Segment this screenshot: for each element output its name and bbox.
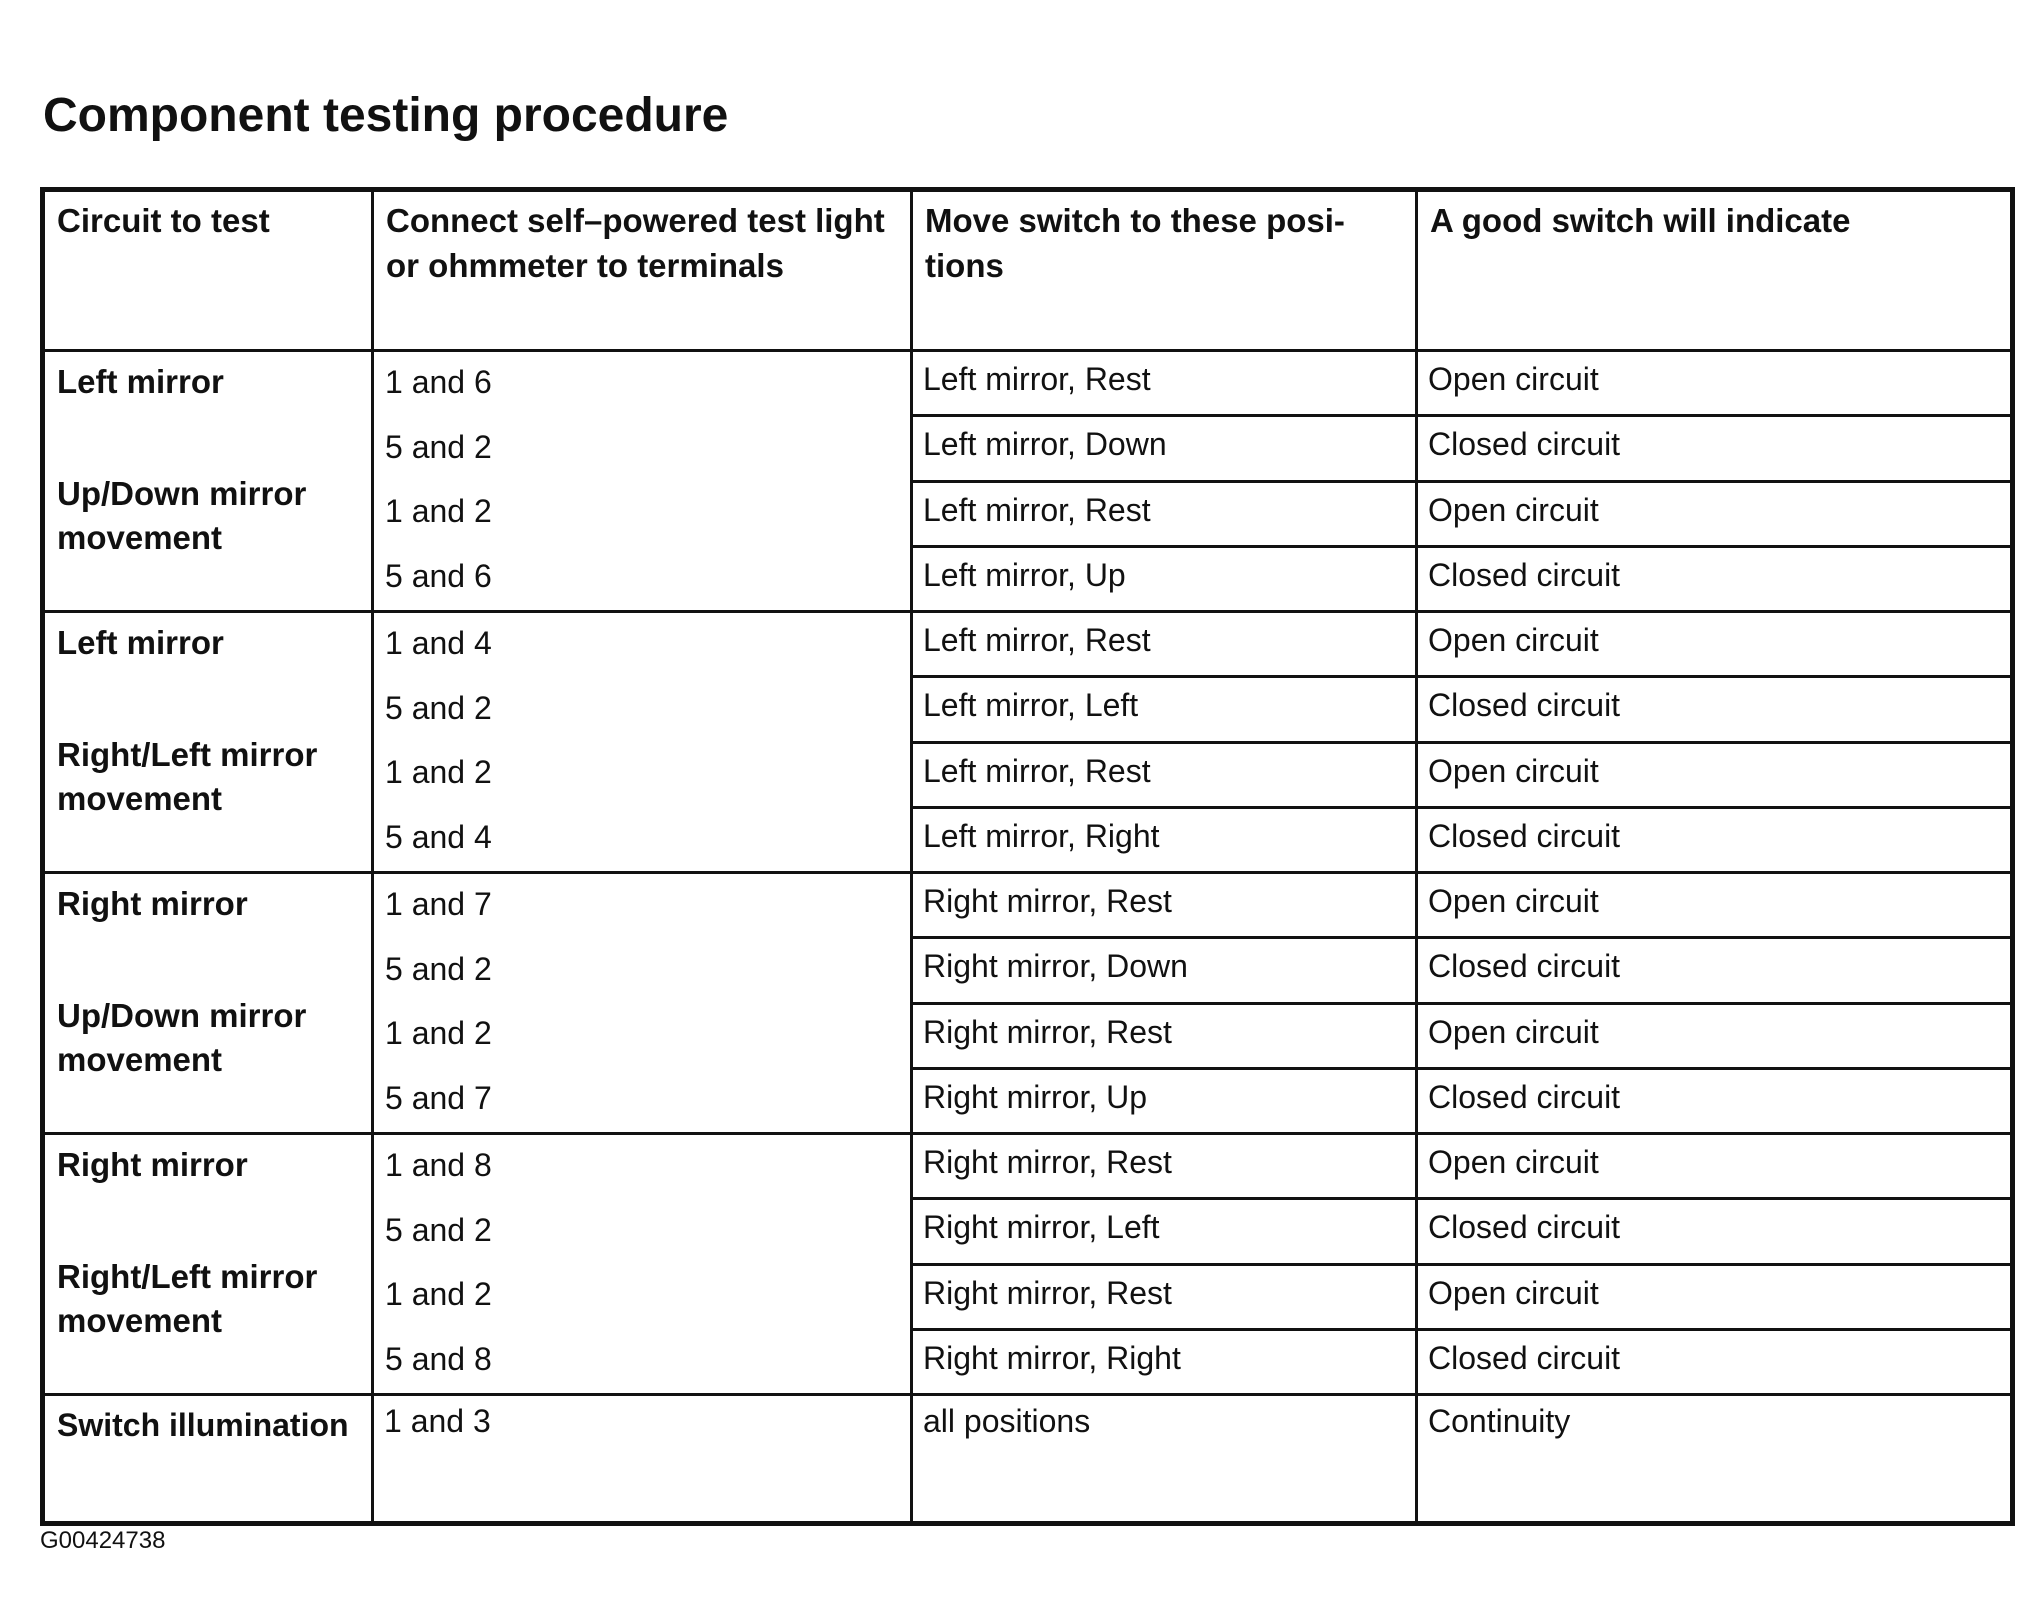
result-cell: Closed circuit: [1417, 677, 2013, 742]
position-cell: [912, 1395, 1417, 1524]
circuit-cell: [43, 873, 373, 1134]
terminals-cell: [373, 351, 912, 612]
header-circuit: [43, 190, 373, 351]
terminals-value: 1 and 7: [385, 886, 492, 922]
circuit-movement: Right/Left mirror movement: [57, 736, 318, 817]
circuit-name: Right mirror: [57, 1146, 248, 1183]
position-cell: Left mirror, Rest: [912, 612, 1417, 677]
position-cell: Right mirror, Rest: [912, 1264, 1417, 1329]
header-result-label: A good switch will indicate: [1430, 202, 1851, 239]
terminals-value: 5 and 6: [385, 557, 492, 594]
result-cell: Closed circuit: [1417, 1068, 2013, 1133]
result-cell: Open circuit: [1417, 1003, 2013, 1068]
terminals-value: 1 and 2: [385, 754, 492, 790]
table-row: [43, 873, 2013, 938]
result-cell: Open circuit: [1417, 873, 2013, 938]
position-cell: Left mirror, Right: [912, 807, 1417, 872]
result-cell: Closed circuit: [1417, 938, 2013, 1003]
terminals-value: 1 and 4: [385, 625, 492, 661]
terminals-cell: [373, 612, 912, 873]
table-row: [43, 612, 2013, 677]
result-cell: Open circuit: [1417, 742, 2013, 807]
position-cell: Right mirror, Left: [912, 1199, 1417, 1264]
position-cell: Right mirror, Up: [912, 1068, 1417, 1133]
header-row: [43, 190, 2013, 351]
result-cell: Open circuit: [1417, 1264, 2013, 1329]
table-row: [43, 1395, 2013, 1524]
circuit-name: Right mirror: [57, 885, 248, 922]
position-cell: Right mirror, Rest: [912, 873, 1417, 938]
result-cell: Closed circuit: [1417, 416, 2013, 481]
terminals-cell: [373, 1134, 912, 1395]
circuit-movement: Up/Down mirror movement: [57, 475, 307, 556]
terminals-value: 5 and 2: [385, 428, 492, 465]
result-cell: Closed circuit: [1417, 807, 2013, 872]
terminals-value: 1 and 8: [385, 1147, 492, 1183]
position-cell: Left mirror, Left: [912, 677, 1417, 742]
position-cell: Right mirror, Down: [912, 938, 1417, 1003]
header-result: [1417, 190, 2013, 351]
terminals-cell: [373, 1395, 912, 1524]
terminals-value: 5 and 4: [385, 818, 492, 855]
terminals-value: 5 and 8: [385, 1340, 492, 1377]
figure-code: G00424738: [40, 1527, 166, 1554]
position-cell: Left mirror, Down: [912, 416, 1417, 481]
circuit-cell: [43, 612, 373, 873]
circuit-cell: [43, 1134, 373, 1395]
circuit-name: Switch illumination: [57, 1407, 349, 1443]
result-cell: Closed circuit: [1417, 546, 2013, 611]
circuit-movement: Up/Down mirror movement: [57, 997, 307, 1078]
header-terminals: [373, 190, 912, 351]
terminals-value: 5 and 7: [385, 1079, 492, 1116]
page-title: Component testing procedure: [43, 89, 729, 142]
position-cell: Right mirror, Rest: [912, 1134, 1417, 1199]
result-value: Continuity: [1428, 1403, 1571, 1439]
circuit-cell: [43, 1395, 373, 1524]
terminals-value: 1 and 3: [384, 1403, 491, 1439]
terminals-value: 1 and 6: [385, 364, 492, 400]
position-cell: Left mirror, Rest: [912, 481, 1417, 546]
position-cell: Left mirror, Up: [912, 546, 1417, 611]
header-positions: [912, 190, 1417, 351]
terminals-value: 5 and 2: [385, 689, 492, 726]
circuit-movement: Right/Left mirror movement: [57, 1258, 318, 1339]
position-cell: Right mirror, Right: [912, 1329, 1417, 1394]
header-terminals-label: Connect self–powered test light or ohmmeter to terminals: [386, 202, 885, 284]
result-cell: Open circuit: [1417, 351, 2013, 416]
result-cell: Closed circuit: [1417, 1329, 2013, 1394]
header-circuit-label: Circuit to test: [57, 202, 270, 239]
result-cell: Closed circuit: [1417, 1199, 2013, 1264]
terminals-value: 5 and 2: [385, 1211, 492, 1248]
terminals-value: 1 and 2: [385, 1276, 492, 1312]
result-cell: Open circuit: [1417, 1134, 2013, 1199]
position-value: all positions: [923, 1403, 1091, 1439]
result-cell: Open circuit: [1417, 612, 2013, 677]
circuit-name: Left mirror: [57, 624, 224, 661]
table-row: [43, 1134, 2013, 1199]
terminals-value: 1 and 2: [385, 493, 492, 529]
terminals-value: 1 and 2: [385, 1015, 492, 1051]
circuit-name: Left mirror: [57, 363, 224, 400]
component-test-table: [40, 187, 2015, 1526]
header-positions-label: Move switch to these posi- tions: [925, 202, 1345, 284]
result-cell: [1417, 1395, 2013, 1524]
table-row: [43, 351, 2013, 416]
terminals-cell: [373, 873, 912, 1134]
position-cell: Left mirror, Rest: [912, 351, 1417, 416]
terminals-value: 5 and 2: [385, 950, 492, 987]
position-cell: Left mirror, Rest: [912, 742, 1417, 807]
position-cell: Right mirror, Rest: [912, 1003, 1417, 1068]
circuit-cell: [43, 351, 373, 612]
result-cell: Open circuit: [1417, 481, 2013, 546]
